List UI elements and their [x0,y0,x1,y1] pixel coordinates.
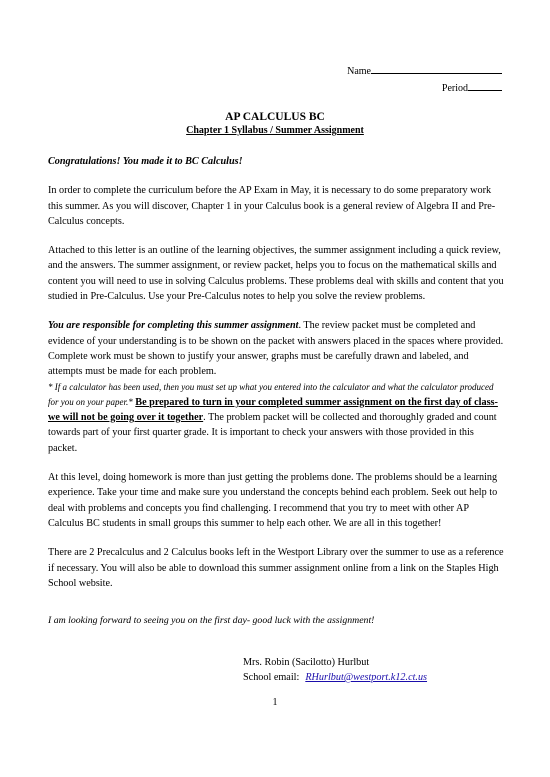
document-subtitle: Chapter 1 Syllabus / Summer Assignment [186,125,364,136]
letter-body [48,154,504,642]
paragraph-5: There are 2 Precalculus and 2 Calculus books left in the Westport Library over the summer to use as a reference if necessary. You will also be able to download this summer assignment online from a link on the Staples High School website. [48,547,504,589]
responsibility-lead: You are responsible for completing this summer assignment [48,320,299,332]
page-number: 1 [272,697,278,708]
congrats-line: Congratulations! You made it to BC Calculus! [48,156,243,167]
paragraph-4: At this level, doing homework is more than just getting the problems done. The problems should be a learning experience. Take your time and make sure you understand the concepts behind each problem. Seek out help to deal with problems and concepts you find challenging. I recommend that you try to meet with other AP Calculus BC students in small groups this summer to help each other. We are all in this together! [48,472,498,529]
email-label: School email: [243,672,300,683]
name-blank-line [371,63,502,74]
teacher-name: Mrs. Robin (Sacilotto) Hurlbut [243,657,370,668]
prepared-warning: Be prepared to turn in your completed summer assignment on the first day of class- we will not be going over it together [48,396,498,424]
name-label: Name [347,66,371,77]
paragraph-1: In order to complete the curriculum before the AP Exam in May, it is necessary to do some preparatory work this summer. As you will discover, Chapter 1 in your Calculus book is a general review of Algebra II and Pre-Calculus concepts. [48,185,496,227]
email-line [243,670,427,685]
document-title: AP CALCULUS BC [225,111,325,123]
paragraph-2: Attached to this letter is an outline of the learning objectives, the summer assignment including a quick review, and the answers. The summer assignment, or review packet, helps you to focus on the mathematical skills and content you will need to use in solving Calculus problems. These problems deal with skills and content that you studied in Pre-Calculus. Use your Pre-Calculus notes to help you solve the review problems. [48,245,504,303]
email-link[interactable]: RHurlbut@westport.k12.ct.us [305,672,428,683]
signature-block [243,655,427,685]
paragraph-3 [48,318,504,456]
period-field [347,80,502,97]
period-blank-line [468,80,502,91]
period-label: Period [441,83,468,94]
paragraph-3-text-2: . The problem packet will be collected and thoroughly graded and count towards part of your first quarter grade. It is important to check your answers with those provided in this packet. [48,412,497,454]
calculator-note: * If a calculator has been used, then you must set up what you entered into the calculator and what the calculator produced for you on your paper.* [48,381,494,407]
closing-line: I am looking forward to seeing you on the first day- good luck with the assignment! [48,615,375,627]
paragraph-3-text-1: . The review packet must be completed and evidence of your understanding is to be shown on the packet with answers placed in the spaces where provided. Complete work must be shown to justify your answer, graphs must be carefully drawn and labeled, and attempts must be made for each problem. [48,320,504,378]
name-field [347,63,502,80]
name-period-fields [347,63,502,97]
